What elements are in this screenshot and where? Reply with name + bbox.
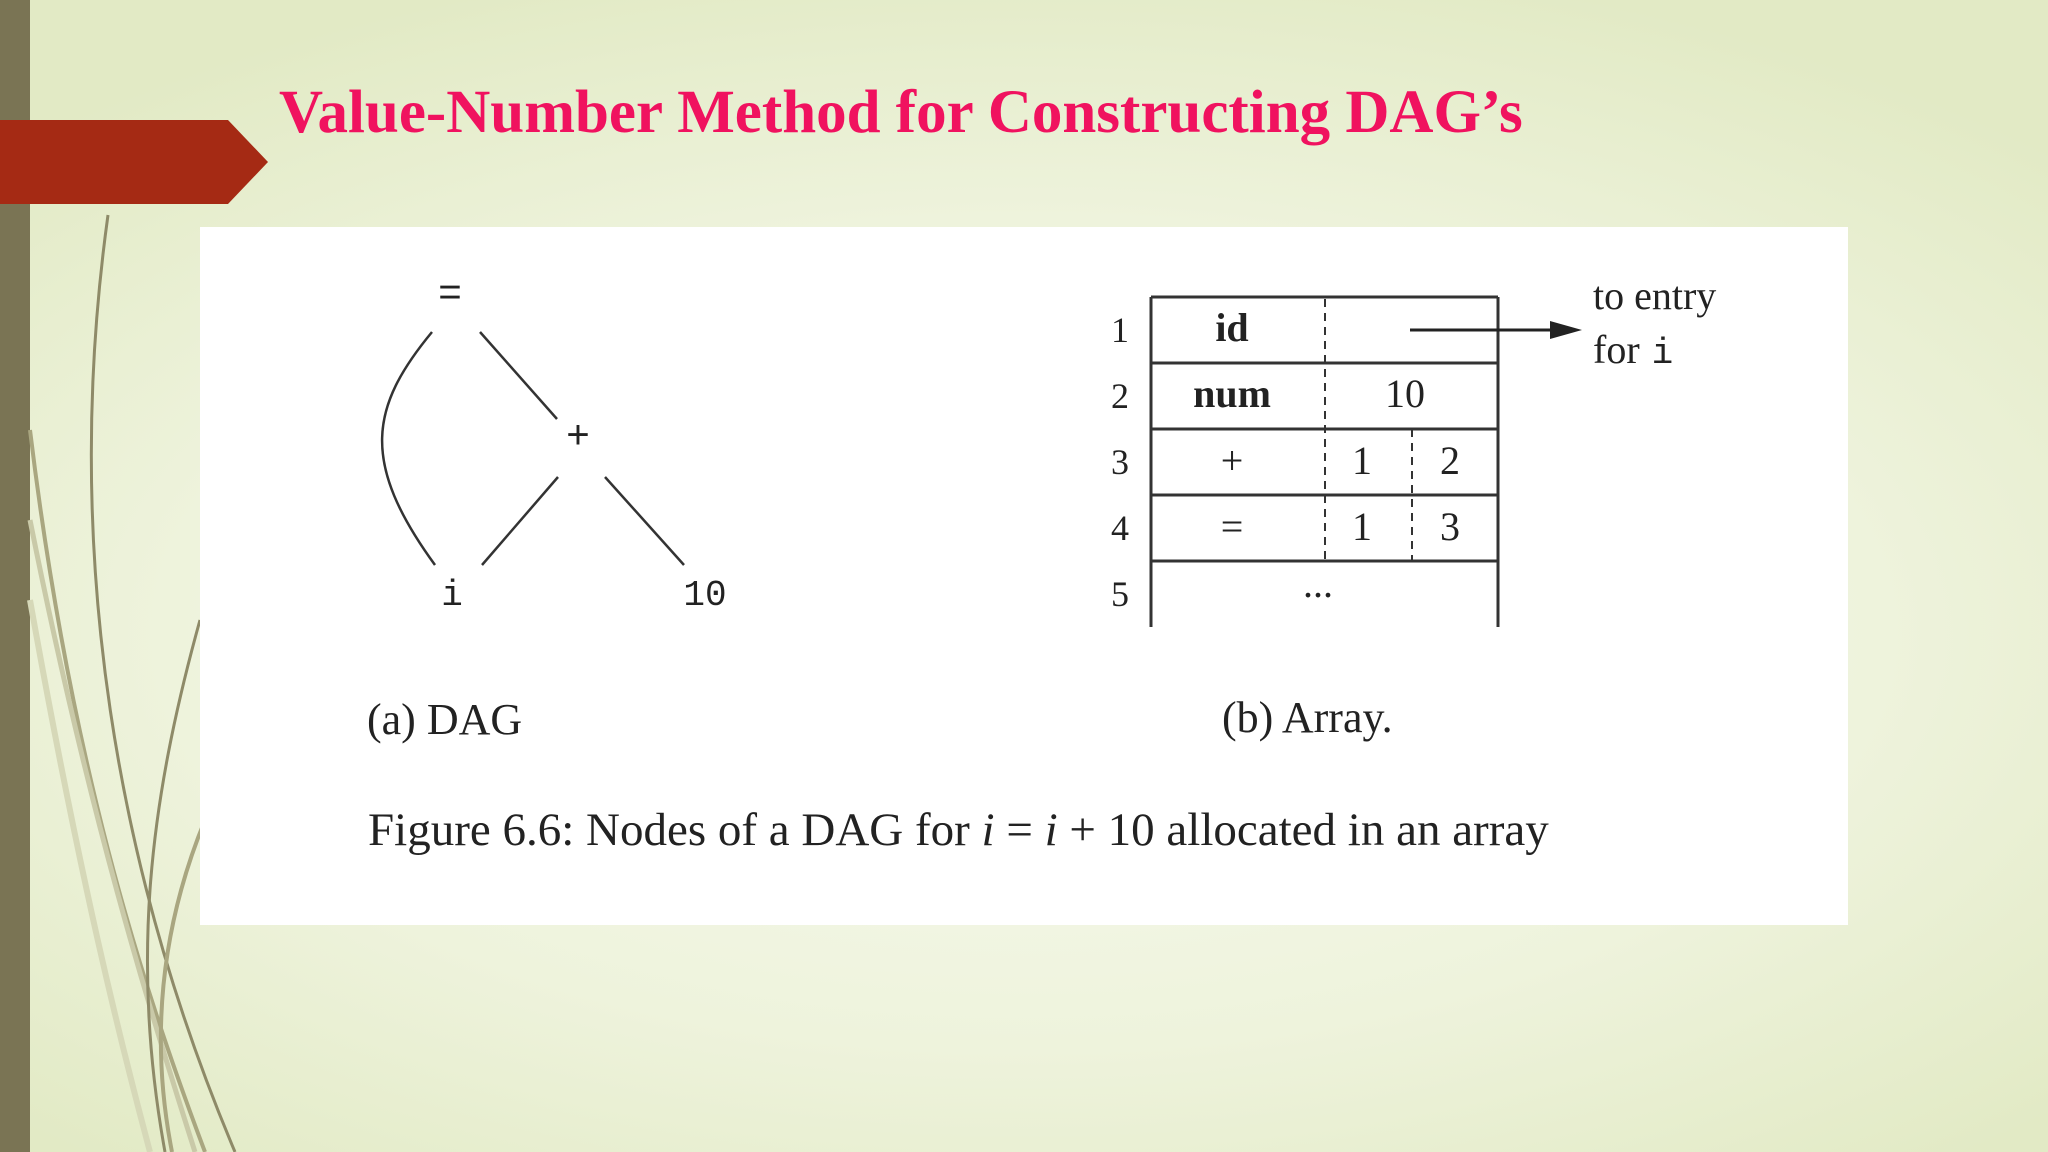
caption-var-1: i (981, 804, 995, 856)
array-cell-op: num (1193, 371, 1271, 416)
array-cell-op: + (1220, 438, 1244, 483)
array-cell-right: 2 (1440, 438, 1460, 483)
pointer-text-for: for (1593, 327, 1640, 372)
caption-var-2: i (1044, 804, 1058, 856)
dag-edge-plus-ten (605, 477, 684, 565)
dag-edge-assign-i (382, 332, 435, 565)
array-cell-ellipsis: ... (1303, 561, 1333, 606)
array-row-index: 3 (1111, 442, 1129, 482)
array-label: (b) Array. (1222, 693, 1393, 742)
slide-title: Value-Number Method for Constructing DAG’s (279, 79, 1523, 146)
title-arrow-tab (0, 120, 268, 204)
caption-suffix: + 10 allocated in an array (1057, 804, 1549, 856)
array-cell-left: 1 (1352, 504, 1372, 549)
pointer-text-code: i (1651, 333, 1674, 374)
array-diagram (1111, 273, 1716, 742)
array-cell-right: 3 (1440, 504, 1460, 549)
array-row-index: 1 (1111, 310, 1129, 350)
dag-label: (a) DAG (367, 695, 523, 744)
array-cell-op: id (1215, 305, 1249, 350)
figure-caption (368, 804, 1549, 856)
dag-edge-assign-plus (480, 332, 557, 419)
array-cell-value: 10 (1385, 371, 1425, 416)
pointer-arrowhead (1550, 321, 1582, 339)
pointer-text-line1: to entry (1593, 273, 1717, 318)
pointer-text-line2 (1593, 327, 1673, 374)
array-cell-op: = (1220, 504, 1244, 549)
dag-node-ten: 10 (683, 575, 727, 616)
dag-node-i: i (441, 575, 463, 616)
dag-diagram (367, 273, 727, 744)
figure-panel (200, 227, 1848, 925)
array-row-index: 4 (1111, 508, 1129, 548)
dag-node-assign: = (437, 273, 463, 318)
array-row-index: 2 (1111, 376, 1129, 416)
caption-prefix: Figure 6.6: Nodes of a DAG for (368, 804, 970, 856)
dag-node-plus: + (565, 416, 591, 461)
array-cell-left: 1 (1352, 438, 1372, 483)
dag-edge-plus-i (482, 477, 558, 565)
caption-equals: = (994, 804, 1045, 856)
array-row-index: 5 (1111, 574, 1129, 614)
